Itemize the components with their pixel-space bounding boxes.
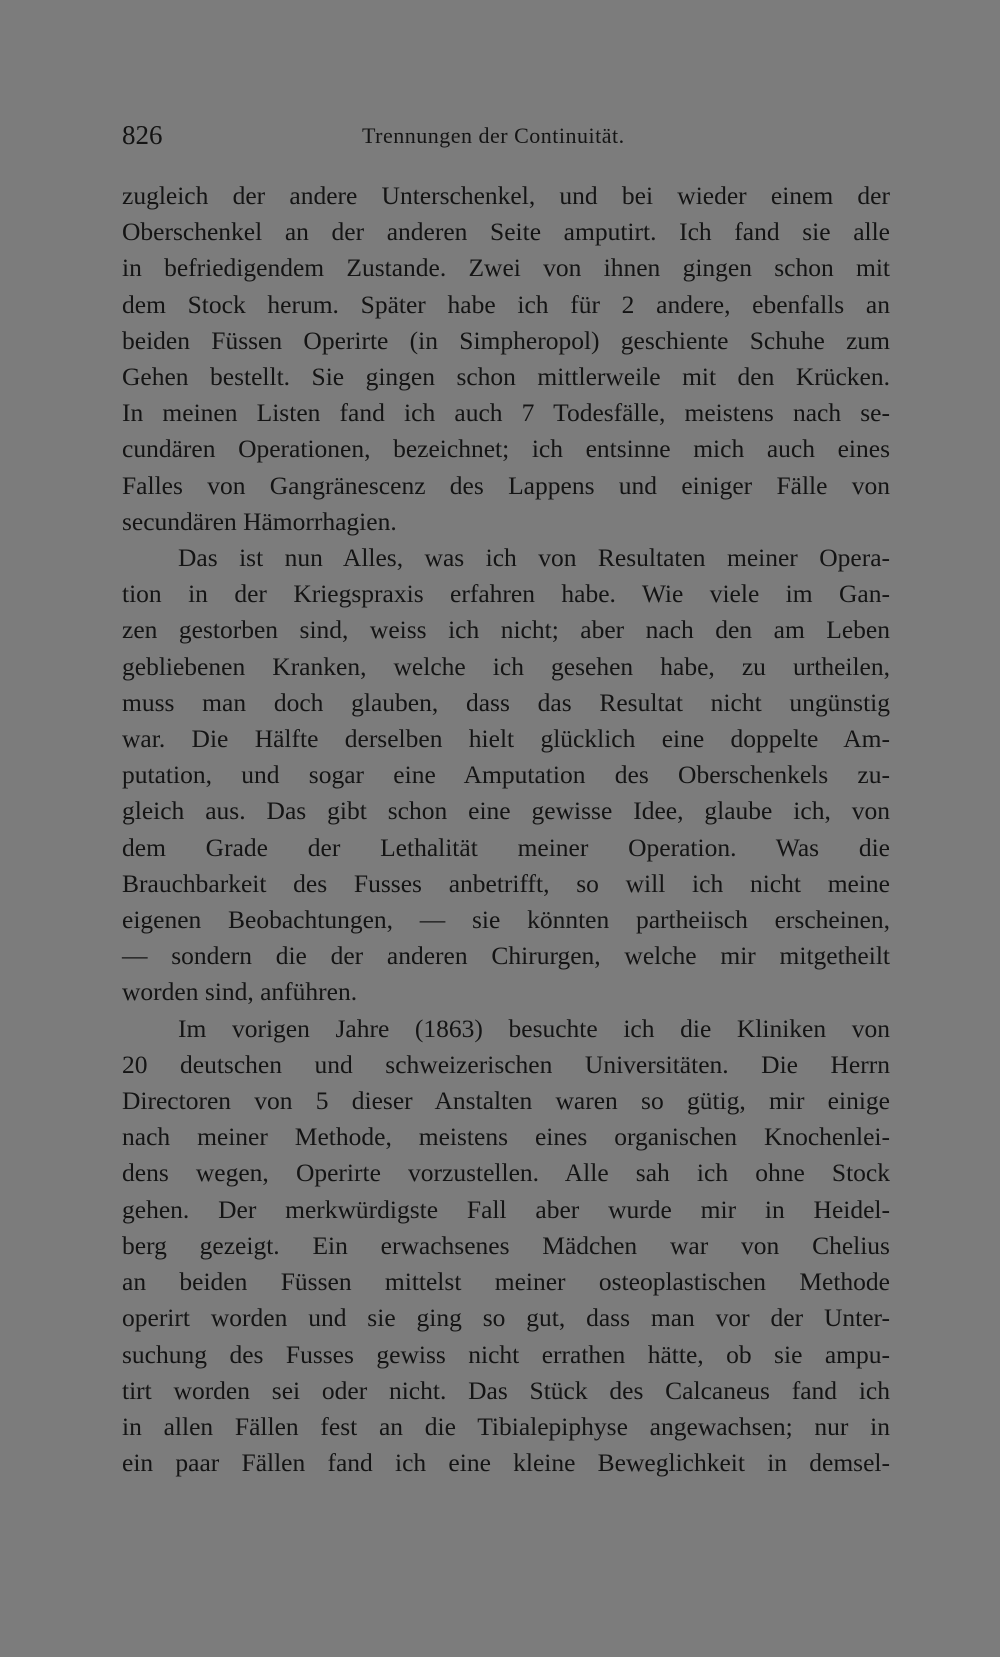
text-line: dem Grade der Lethalität meiner Operation. Was die bbox=[122, 832, 890, 862]
text-line: in befriedigendem Zustande. Zwei von ihnen gingen schon mit bbox=[122, 253, 890, 283]
text-line: nach meiner Methode, meistens eines organischen Knochenlei- bbox=[122, 1122, 890, 1152]
body-text bbox=[122, 178, 890, 1481]
text-line: beiden Füssen Operirte (in Simpheropol) geschiente Schuhe zum bbox=[122, 325, 890, 355]
text-line: tirt worden sei oder nicht. Das Stück des Calcaneus fand ich bbox=[122, 1375, 890, 1405]
text-line: worden sind, anführen. bbox=[122, 977, 358, 1007]
text-line: In meinen Listen fand ich auch 7 Todesfälle, meistens nach se- bbox=[122, 398, 890, 428]
text-line: Oberschenkel an der anderen Seite amputirt. Ich fand sie alle bbox=[122, 217, 890, 247]
text-line: tion in der Kriegspraxis erfahren habe. Wie viele im Gan- bbox=[122, 579, 890, 609]
text-line: 20 deutschen und schweizerischen Universitäten. Die Herrn bbox=[122, 1049, 890, 1079]
page-number: 826 bbox=[122, 120, 163, 150]
text-line: Gehen bestellt. Sie gingen schon mittlerweile mit den Krücken. bbox=[122, 362, 890, 392]
text-line: muss man doch glauben, dass das Resultat nicht ungünstig bbox=[122, 687, 890, 717]
text-line: putation, und sogar eine Amputation des Oberschenkels zu- bbox=[122, 760, 890, 790]
text-line: operirt worden und sie ging so gut, dass man vor der Unter- bbox=[122, 1303, 890, 1333]
text-line: gehen. Der merkwürdigste Fall aber wurde mir in Heidel- bbox=[122, 1194, 890, 1224]
text-line: berg gezeigt. Ein erwachsenes Mädchen war von Chelius bbox=[122, 1230, 890, 1260]
text-line: gleich aus. Das gibt schon eine gewisse Idee, glaube ich, von bbox=[122, 796, 890, 826]
text-line: in allen Fällen fest an die Tibialepiphyse angewachsen; nur in bbox=[122, 1411, 890, 1441]
text-line: dem Stock herum. Später habe ich für 2 andere, ebenfalls an bbox=[122, 289, 890, 319]
text-line: — sondern die der anderen Chirurgen, welche mir mitgetheilt bbox=[122, 941, 890, 971]
text-line: gebliebenen Kranken, welche ich gesehen habe, zu urtheilen, bbox=[122, 651, 890, 681]
text-line: ein paar Fällen fand ich eine kleine Beweglichkeit in demsel- bbox=[122, 1448, 890, 1478]
text-line: an beiden Füssen mittelst meiner osteoplastischen Methode bbox=[122, 1267, 890, 1297]
text-line: Falles von Gangränescenz des Lappens und einiger Fälle von bbox=[122, 470, 890, 500]
text-line: Directoren von 5 dieser Anstalten waren so gütig, mir einige bbox=[122, 1086, 890, 1116]
text-line: suchung des Fusses gewiss nicht errathen hätte, ob sie ampu- bbox=[122, 1339, 890, 1369]
text-line: Im vorigen Jahre (1863) besuchte ich die Kliniken von bbox=[178, 1013, 890, 1043]
running-title: Trennungen der Continuität. bbox=[362, 123, 625, 148]
text-line: eigenen Beobachtungen, — sie könnten partheiisch erscheinen, bbox=[122, 905, 890, 935]
text-line: Das ist nun Alles, was ich von Resultaten meiner Opera- bbox=[178, 543, 890, 573]
page-header bbox=[122, 120, 890, 154]
text-line: zen gestorben sind, weiss ich nicht; aber nach den am Leben bbox=[122, 615, 890, 645]
text-line: dens wegen, Operirte vorzustellen. Alle sah ich ohne Stock bbox=[122, 1158, 890, 1188]
text-line: war. Die Hälfte derselben hielt glücklich eine doppelte Am- bbox=[122, 724, 890, 754]
text-line: Brauchbarkeit des Fusses anbetrifft, so will ich nicht meine bbox=[122, 868, 890, 898]
text-line: cundären Operationen, bezeichnet; ich entsinne mich auch eines bbox=[122, 434, 890, 464]
text-line: zugleich der andere Unterschenkel, und bei wieder einem der bbox=[122, 181, 890, 210]
text-line: secundären Hämorrhagien. bbox=[122, 506, 397, 536]
